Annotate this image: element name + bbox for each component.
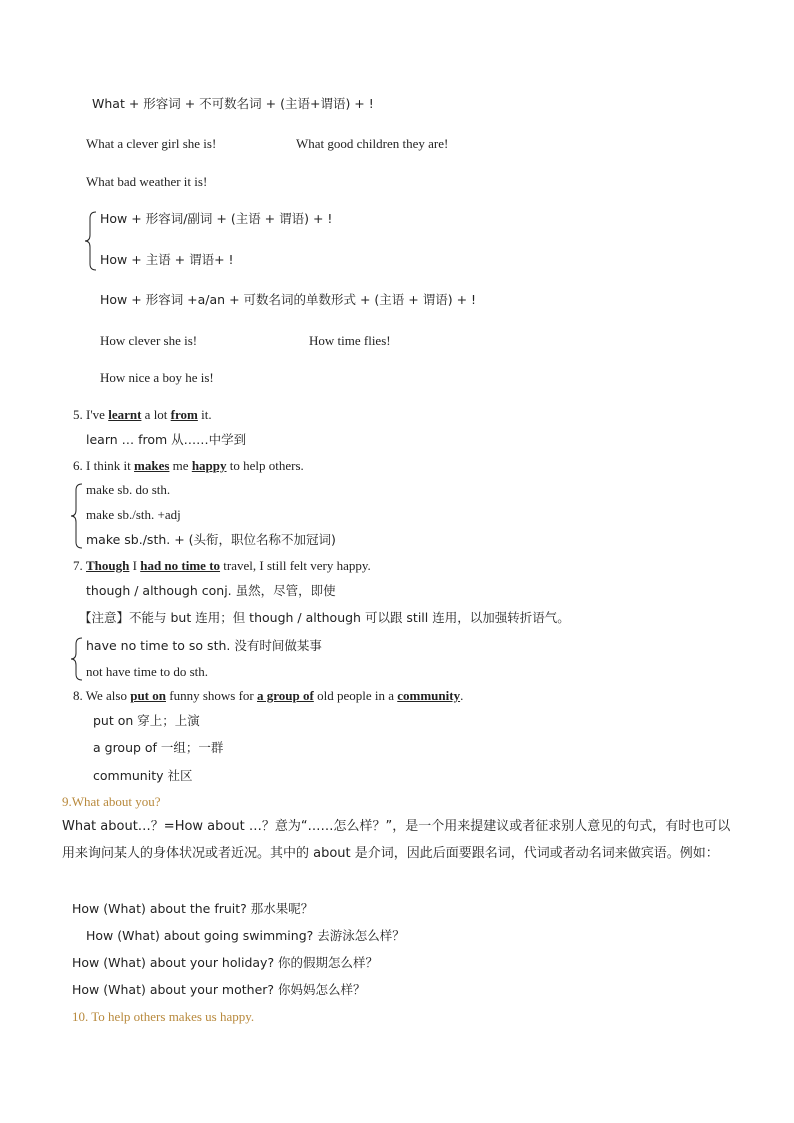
item5-keyword-learnt: learnt [108, 407, 142, 422]
item7-mid: I [132, 558, 137, 573]
item6-keyword-happy: happy [191, 458, 227, 473]
item5-lead: 5. I've [73, 407, 105, 422]
item6-lead: 6. I think it [73, 458, 131, 473]
item7-sentence [73, 558, 371, 574]
how-example-3: How nice a boy he is! [100, 370, 214, 385]
item6-brace [70, 482, 84, 550]
item9-example-2: How (What) about going swimming? 去游泳怎么样？ [86, 928, 405, 943]
item8-lead: 8. We also [73, 688, 127, 703]
item7-lead: 7. [73, 558, 83, 573]
item6-end: to help others. [229, 458, 304, 473]
item5-sentence [73, 407, 212, 423]
item9-example-4: How (What) about your mother? 你妈妈怎么样？ [72, 982, 366, 997]
item6-usage-2: make sb./sth. +adj [86, 507, 181, 522]
item8-note-3: community 社区 [93, 768, 193, 783]
item6-sentence [73, 458, 304, 474]
item8-mid-1: funny shows for [169, 688, 254, 703]
item6-keyword-makes: makes [134, 458, 170, 473]
item7-note-1: though / although conj. 虽然，尽管，即使 [86, 583, 336, 598]
item8-keyword-put-on: put on [130, 688, 166, 703]
what-example-3: What bad weather it is! [86, 174, 208, 189]
item5-end: it. [201, 407, 212, 422]
item7-brace [70, 636, 84, 682]
how-example-1: How clever she is! [100, 333, 198, 348]
item8-mid-2: old people in a [317, 688, 394, 703]
item6-usage-3: make sb./sth. + (头衔，职位名称不加冠词) [86, 532, 336, 547]
how-pattern-2: How + 主语 + 谓语+ ! [100, 252, 234, 267]
item10-heading: 10. To help others makes us happy. [72, 1009, 255, 1024]
item5-note: learn … from 从……中学到 [86, 432, 247, 447]
item8-end: . [460, 688, 464, 703]
item9-heading: 9.What about you? [62, 794, 161, 809]
item8-note-2: a group of 一组；一群 [93, 740, 224, 755]
how-pattern-1: How + 形容词/副词 + (主语 + 谓语) + ! [100, 211, 333, 226]
how-example-2: How time flies! [309, 333, 391, 348]
item8-keyword-a-group-of: a group of [257, 688, 314, 703]
item9-example-1: How (What) about the fruit? 那水果呢？ [72, 901, 314, 916]
item9-example-3: How (What) about your holiday? 你的假期怎么样？ [72, 955, 379, 970]
how-pattern-3: How + 形容词 +a/an + 可数名词的单数形式 + (主语 + 谓语) + ! [100, 292, 477, 307]
item8-note-1: put on 穿上；上演 [93, 713, 200, 728]
what-pattern: What + 形容词 + 不可数名词 + (主语+谓语) + ! [92, 96, 374, 111]
what-example-2: What good children they are! [296, 136, 449, 151]
item7-keyword-had-no-time-to: had no time to [140, 558, 221, 573]
item8-keyword-community: community [397, 688, 461, 703]
what-example-1: What a clever girl she is! [86, 136, 217, 151]
item6-usage-1: make sb. do sth. [86, 482, 171, 497]
item7-note-2: 【注意】不能与 but 连用；但 though / although 可以跟 still 连用，以加强转折语气。 [79, 610, 570, 625]
item5-keyword-from: from [170, 407, 198, 422]
item9-paragraph: What about…？=How about …？意为“……怎么样？”，是一个用来提建议或者征求别人意见的句式，有时也可以用来询问某人的身体状况或者近况。其中的 about 是介词，因此后面要跟名词，代词或者动名词来做宾语。例如： [62, 819, 731, 861]
item8-sentence [73, 688, 463, 704]
item7-end: travel, I still felt very happy. [223, 558, 371, 573]
item7-keyword-though: Though [86, 558, 130, 573]
item5-mid: a lot [144, 407, 168, 422]
how-pattern-brace [84, 210, 98, 272]
item6-mid: me [172, 458, 189, 473]
item7-usage-2: not have time to do sth. [86, 664, 209, 679]
item7-usage-1: have no time to so sth. 没有时间做某事 [86, 638, 322, 653]
